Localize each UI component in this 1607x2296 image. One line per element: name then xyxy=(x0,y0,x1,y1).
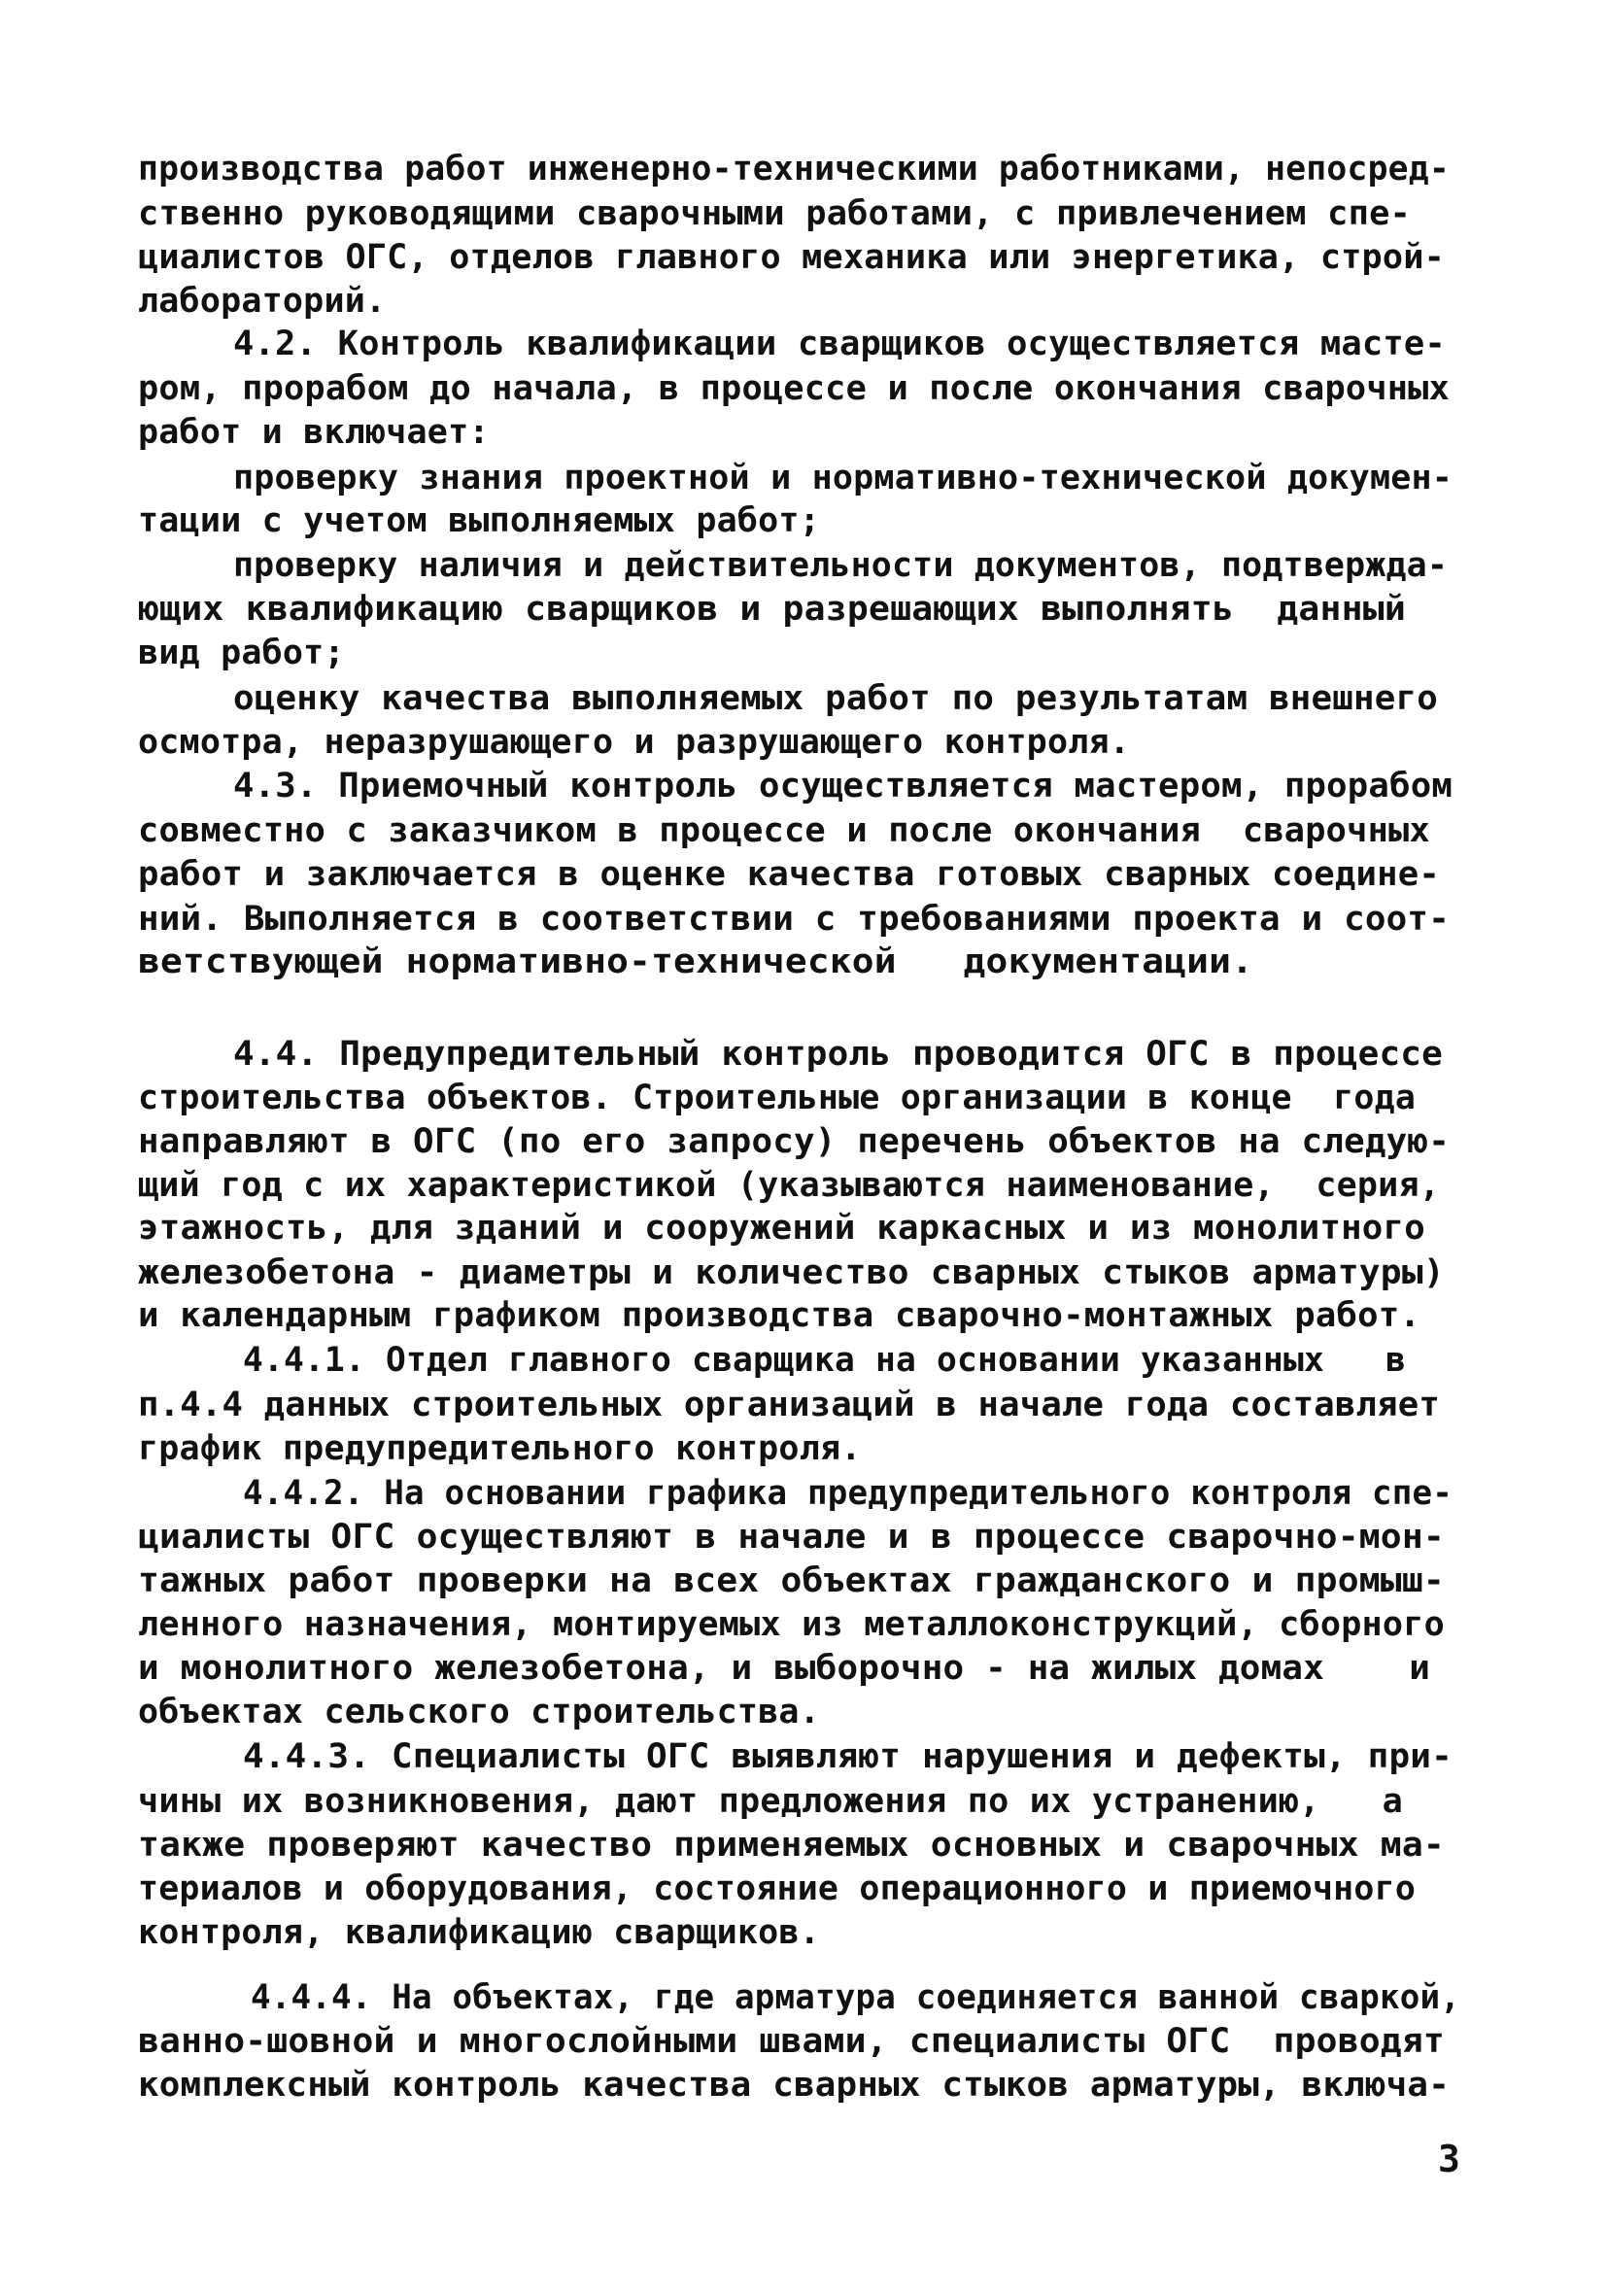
text-line: ственно руководящими сварочными работами, с привлечением спе- xyxy=(138,194,1412,233)
text-line: 4.4.3. Специалисты ОГС выявляют нарушения и дефекты, при- xyxy=(243,1737,1453,1776)
text-line: работ и включает: xyxy=(138,413,490,452)
text-line: контроля, квалификацию сварщиков. xyxy=(138,1913,820,1952)
text-line: ветствующей нормативно-технической документации. xyxy=(138,942,1254,981)
text-line: ющих квалификацию сварщиков и разрешающих выполнять данный xyxy=(138,590,1406,629)
text-line: комплексный контроль качества сварных стыков арматуры, включа- xyxy=(138,2066,1450,2105)
text-line: железобетона - диаметры и количество сварных стыков арматуры) xyxy=(138,1253,1445,1292)
text-line: 4.4. Предупредительный контроль проводится ОГС в процессе xyxy=(233,1035,1443,1074)
text-line: териалов и оборудования, состояние операционного и приемочного xyxy=(138,1869,1417,1908)
text-line: 4.3. Приемочный контроль осуществляется мастером, прорабом xyxy=(233,767,1453,805)
text-line: лабораторий. xyxy=(138,282,387,321)
text-line: ний. Выполняется в соответствии с требованиями проекта и соот- xyxy=(138,900,1450,939)
text-line: ванно-шовной и многослойными швами, специалисты ОГС проводят xyxy=(138,2022,1445,2061)
text-line: чины их возникновения, дают предложения по их устранению, а xyxy=(138,1782,1404,1821)
text-line: 4.4.4. На объектах, где арматура соединяется ванной сваркой, xyxy=(251,1978,1461,2017)
text-line: циалисты ОГС осуществляют в начале и в процессе сварочно-мон- xyxy=(138,1518,1445,1557)
text-line: 4.4.1. Отдел главного сварщика на основании указанных в xyxy=(243,1341,1406,1380)
text-line: 4.2. Контроль квалификации сварщиков осуществляется масте- xyxy=(233,325,1446,363)
text-line: вид работ; xyxy=(138,634,345,672)
text-line: график предупредительного контроля. xyxy=(138,1429,862,1468)
text-line: ром, прорабом до начала, в процессе и после окончания сварочных xyxy=(138,369,1451,408)
text-line: этажность, для зданий и сооружений каркасных и из монолитного xyxy=(138,1209,1425,1248)
text-line: циалистов ОГС, отделов главного механика или энергетика, строй- xyxy=(138,238,1445,277)
text-line: проверку знания проектной и нормативно-технической докумен- xyxy=(233,459,1453,497)
text-line: также проверяют качество применяемых основных и сварочных ма- xyxy=(138,1826,1445,1865)
text-line: работ и заключается в оценке качества готовых сварных соедине- xyxy=(138,855,1440,894)
text-line: тации с учетом выполняемых работ; xyxy=(138,501,820,540)
text-line: тажных работ проверки на всех объектах гражданского и промыш- xyxy=(138,1561,1445,1600)
text-line: проверку наличия и действительности документов, подтвержда- xyxy=(233,546,1449,585)
text-line: производства работ инженерно-техническими работниками, непосред- xyxy=(138,150,1450,188)
text-line: строительства объектов. Строительные организации в конце года xyxy=(138,1079,1417,1117)
text-line: направляют в ОГС (по его запросу) перечень объектов на следую- xyxy=(138,1122,1450,1161)
text-line: 4.4.2. На основании графика предупредительного контроля спе- xyxy=(243,1474,1453,1513)
text-line: щий год с их характеристикой (указываются наименование, серия, xyxy=(138,1166,1440,1205)
text-line: совместно с заказчиком в процессе и после окончания сварочных xyxy=(138,811,1430,850)
text-line: и монолитного железобетона, и выборочно - на жилых домах и xyxy=(138,1649,1431,1688)
text-line: оценку качества выполняемых работ по результатам внешнего xyxy=(233,679,1439,718)
text-line: осмотра, неразрушающего и разрушающего контроля. xyxy=(138,723,1131,762)
text-line: ленного назначения, монтируемых из металлоконструкций, сборного xyxy=(138,1605,1445,1644)
text-line: и календарным графиком производства сварочно-монтажных работ. xyxy=(138,1296,1421,1335)
page-number: 3 xyxy=(1438,2138,1460,2180)
text-line: объектах сельского строительства. xyxy=(138,1693,820,1731)
text-line: п.4.4 данных строительных организаций в начале года составляет xyxy=(138,1386,1440,1424)
